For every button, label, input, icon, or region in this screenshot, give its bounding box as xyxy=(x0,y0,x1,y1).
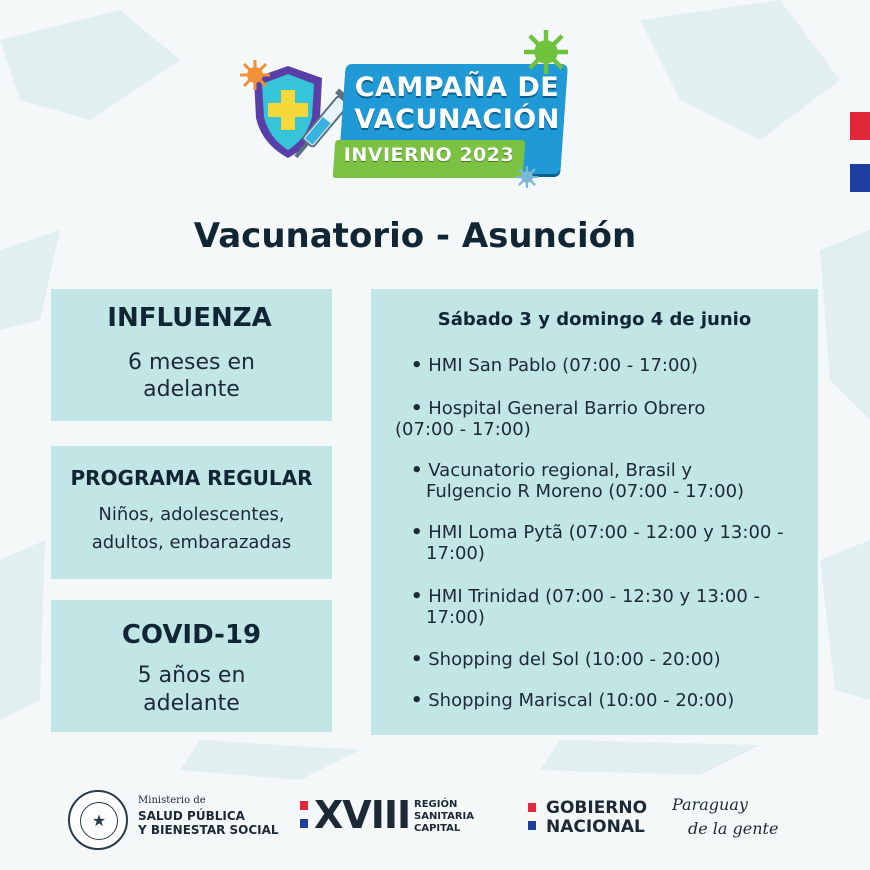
programa-line-2: adultos, embarazadas xyxy=(91,532,292,553)
government-seal-icon: ★ xyxy=(68,790,128,850)
paraguay-line-1: Paraguay xyxy=(672,795,748,814)
campaign-badge xyxy=(238,30,578,190)
location-text-cont: 17:00) xyxy=(426,607,485,628)
list-item: • Shopping del Sol (10:00 - 20:00) xyxy=(411,649,721,670)
location-text: Hospital General Barrio Obrero xyxy=(428,398,706,419)
influenza-heading: INFLUENZA xyxy=(107,303,272,333)
virus-icon xyxy=(524,30,568,74)
programa-line-1: Niños, adolescentes, xyxy=(98,504,285,525)
influenza-card xyxy=(51,289,332,421)
ministry-label-small: Ministerio de xyxy=(138,795,206,806)
paraguay-de-la-gente-logo xyxy=(672,793,778,841)
xviii-logo: XVIII xyxy=(314,793,411,837)
region-sanitaria xyxy=(414,799,474,835)
influenza-line-2: adelante xyxy=(143,377,240,402)
flag-mark-icon xyxy=(300,801,308,828)
location-text: HMI San Pablo (07:00 - 17:00) xyxy=(428,355,698,376)
location-text-cont: 17:00) xyxy=(426,543,485,564)
ministry-name xyxy=(138,809,298,837)
gobierno-nacional-logo xyxy=(546,799,647,837)
virus-icon xyxy=(240,60,270,90)
covid-heading: COVID-19 xyxy=(121,620,262,650)
schedule-day: Sábado 3 y domingo 4 de junio xyxy=(437,309,752,330)
ministry-line-2: Y BIENESTAR SOCIAL xyxy=(138,823,279,837)
badge-line-3: INVIERNO 2023 xyxy=(343,144,515,166)
paraguay-line-2: de la gente xyxy=(688,819,779,838)
page-title: Vacunatorio - Asunción xyxy=(193,216,637,256)
gobierno-line-1: GOBIERNO xyxy=(546,798,648,818)
schedule-card xyxy=(371,289,818,735)
covid-line-2: adelante xyxy=(143,691,240,716)
location-text: Shopping del Sol (10:00 - 20:00) xyxy=(428,649,721,670)
footer-logos xyxy=(0,785,870,855)
region-line-1: REGIÓN xyxy=(414,799,458,810)
covid-card xyxy=(51,600,332,732)
location-text-cont: Fulgencio R Moreno (07:00 - 17:00) xyxy=(426,481,745,502)
list-item: • Vacunatorio regional, Brasil y Fulgencio R Moreno (07:00 - 17:00) xyxy=(411,460,745,502)
gobierno-line-2: NACIONAL xyxy=(546,817,645,837)
region-line-2: SANITARIA xyxy=(414,811,474,822)
list-item: • Shopping Mariscal (10:00 - 20:00) xyxy=(411,690,735,711)
covid-line-1: 5 años en xyxy=(137,663,246,688)
list-item: • HMI Loma Pytã (07:00 - 12:00 y 13:00 - 17:00) xyxy=(411,522,784,564)
badge-line-1: CAMPAÑA DE xyxy=(354,72,560,103)
flag-blue-stripe xyxy=(850,164,870,192)
badge-line-2: VACUNACIÓN xyxy=(354,104,560,135)
location-text: HMI Loma Pytã (07:00 - 12:00 y 13:00 - xyxy=(428,522,784,543)
programa-regular-card xyxy=(51,446,332,579)
influenza-text xyxy=(51,349,332,403)
list-item: • Hospital General Barrio Obrero (07:00 - 17:00) xyxy=(395,398,706,440)
flag-mark-icon xyxy=(528,803,536,830)
list-item: • HMI San Pablo (07:00 - 17:00) xyxy=(411,355,698,376)
location-text: Shopping Mariscal (10:00 - 20:00) xyxy=(428,690,735,711)
location-text: Vacunatorio regional, Brasil y xyxy=(428,460,693,481)
location-text: HMI Trinidad (07:00 - 12:30 y 13:00 - xyxy=(428,586,761,607)
virus-icon xyxy=(516,166,538,188)
location-text-cont: (07:00 - 17:00) xyxy=(395,419,531,440)
covid-text xyxy=(51,662,332,718)
ministry-line-1: SALUD PÚBLICA xyxy=(138,809,245,823)
programa-heading: PROGRAMA REGULAR xyxy=(70,466,313,490)
influenza-line-1: 6 meses en xyxy=(128,350,255,375)
programa-text xyxy=(51,501,332,557)
list-item: • HMI Trinidad (07:00 - 12:30 y 13:00 - 17:00) xyxy=(411,586,761,628)
region-line-3: CAPITAL xyxy=(414,823,461,834)
flag-red-stripe xyxy=(850,112,870,140)
